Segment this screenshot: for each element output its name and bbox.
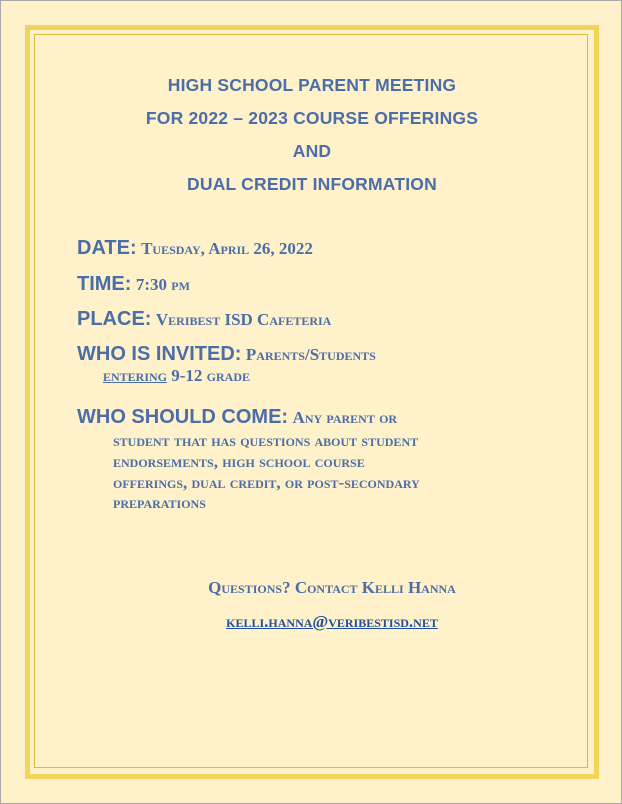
time-value: 7:30 pm xyxy=(135,275,190,294)
place-value: Veribest ISD Cafeteria xyxy=(155,310,332,329)
date-value: Tuesday, April 26, 2022 xyxy=(141,239,313,258)
should-come-line-2: endorsements, high school course xyxy=(113,452,365,471)
date-row xyxy=(77,237,313,260)
place-row xyxy=(77,308,331,331)
contact-line: Questions? Contact Kelli Hanna xyxy=(208,578,456,597)
should-come-line-4: preparations xyxy=(113,493,206,512)
title-line-4: DUAL CREDIT INFORMATION xyxy=(187,174,437,194)
should-come-line-1: student that has questions about student xyxy=(113,431,419,450)
title-line-3: AND xyxy=(292,141,332,161)
should-come-value: Any parent or xyxy=(292,408,398,427)
time-label: TIME: xyxy=(77,273,132,295)
title-line-1: HIGH SCHOOL PARENT MEETING xyxy=(167,75,457,95)
invited-underlined-word: entering xyxy=(103,366,168,385)
flyer-content xyxy=(1,1,622,804)
date-label: DATE: xyxy=(77,237,137,259)
should-come-row xyxy=(77,406,397,429)
title-line-2: FOR 2022 – 2023 COURSE OFFERINGS xyxy=(145,108,479,128)
invited-value: Parents/Students xyxy=(245,345,376,364)
contact-email-link[interactable]: kelli.hanna@veribestisd.net xyxy=(226,612,438,631)
invited-line-2 xyxy=(103,366,250,386)
should-come-label: WHO SHOULD COME: xyxy=(77,406,289,428)
time-row xyxy=(77,273,190,296)
invited-line-2-rest: 9-12 grade xyxy=(167,366,251,385)
place-label: PLACE: xyxy=(77,308,152,330)
invited-row xyxy=(77,343,376,366)
should-come-line-3: offerings, dual credit, or post-secondary xyxy=(113,473,420,492)
invited-label: WHO IS INVITED: xyxy=(77,343,242,365)
